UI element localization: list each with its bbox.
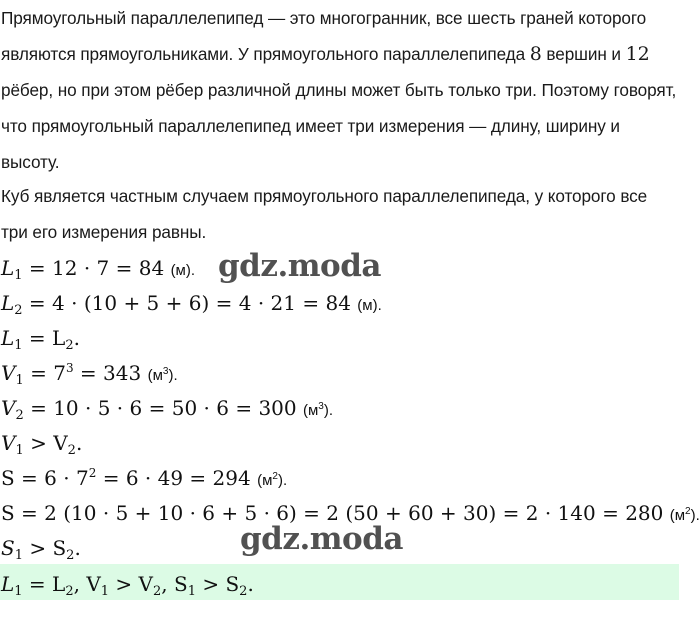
equation-s-compare: $S_1 > S_2$. <box>1 536 81 563</box>
equation-l1: $L_1 = 12 \cdot 7 = 84$ (м). <box>1 256 196 283</box>
answer-line: $L_1 = L_2$, $V_1 > V_2$, $S_1 > S_2$. <box>1 572 254 599</box>
equation-v-compare: $V_1 > V_2$. <box>1 431 83 458</box>
equation-s2: S = 2 (10 · 5 + 10 · 6 + 5 · 6) = 2 (50 + 60 + 30) = 2 · 140 = 280 $(м^2)$. <box>1 501 700 525</box>
equation-v1: $V_1 = 7^3 = 343$ $(м^3)$. <box>1 361 178 388</box>
paragraph-definition: Прямоугольный параллелепипед — это многогранник, все шесть граней которого являются прямоугольниками. У прямоугольного параллелепипеда 8 вершин и 12 рёбер, но при этом рёбер различной длины может быть только три. Поэтому говорят, что прямоугольный параллелепипед имеет три измерения — длину, ширину и высоту. <box>1 8 677 172</box>
watermark: gdz.moda <box>218 248 381 284</box>
equation-v2: $V_2 = 10 \cdot 5 \cdot 6 = 50 \cdot 6 = 300$ $(м^3)$. <box>1 396 334 423</box>
equation-s1: $S = 6 \cdot 7^2 = 6 \cdot 49 = 294$ $(м^2)$. <box>1 466 288 490</box>
equation-l-compare: $L_1 = L_2$. <box>1 326 80 353</box>
paragraph-cube: Куб является частным случаем прямоугольного параллелепипеда, у которого все три его измерения равны. <box>1 186 648 242</box>
equation-l2: $L_2 = 4 \cdot (10 + 5 + 6) = 4 \cdot 21 = 84$ (м). <box>1 291 382 318</box>
watermark: gdz.moda <box>240 521 403 557</box>
